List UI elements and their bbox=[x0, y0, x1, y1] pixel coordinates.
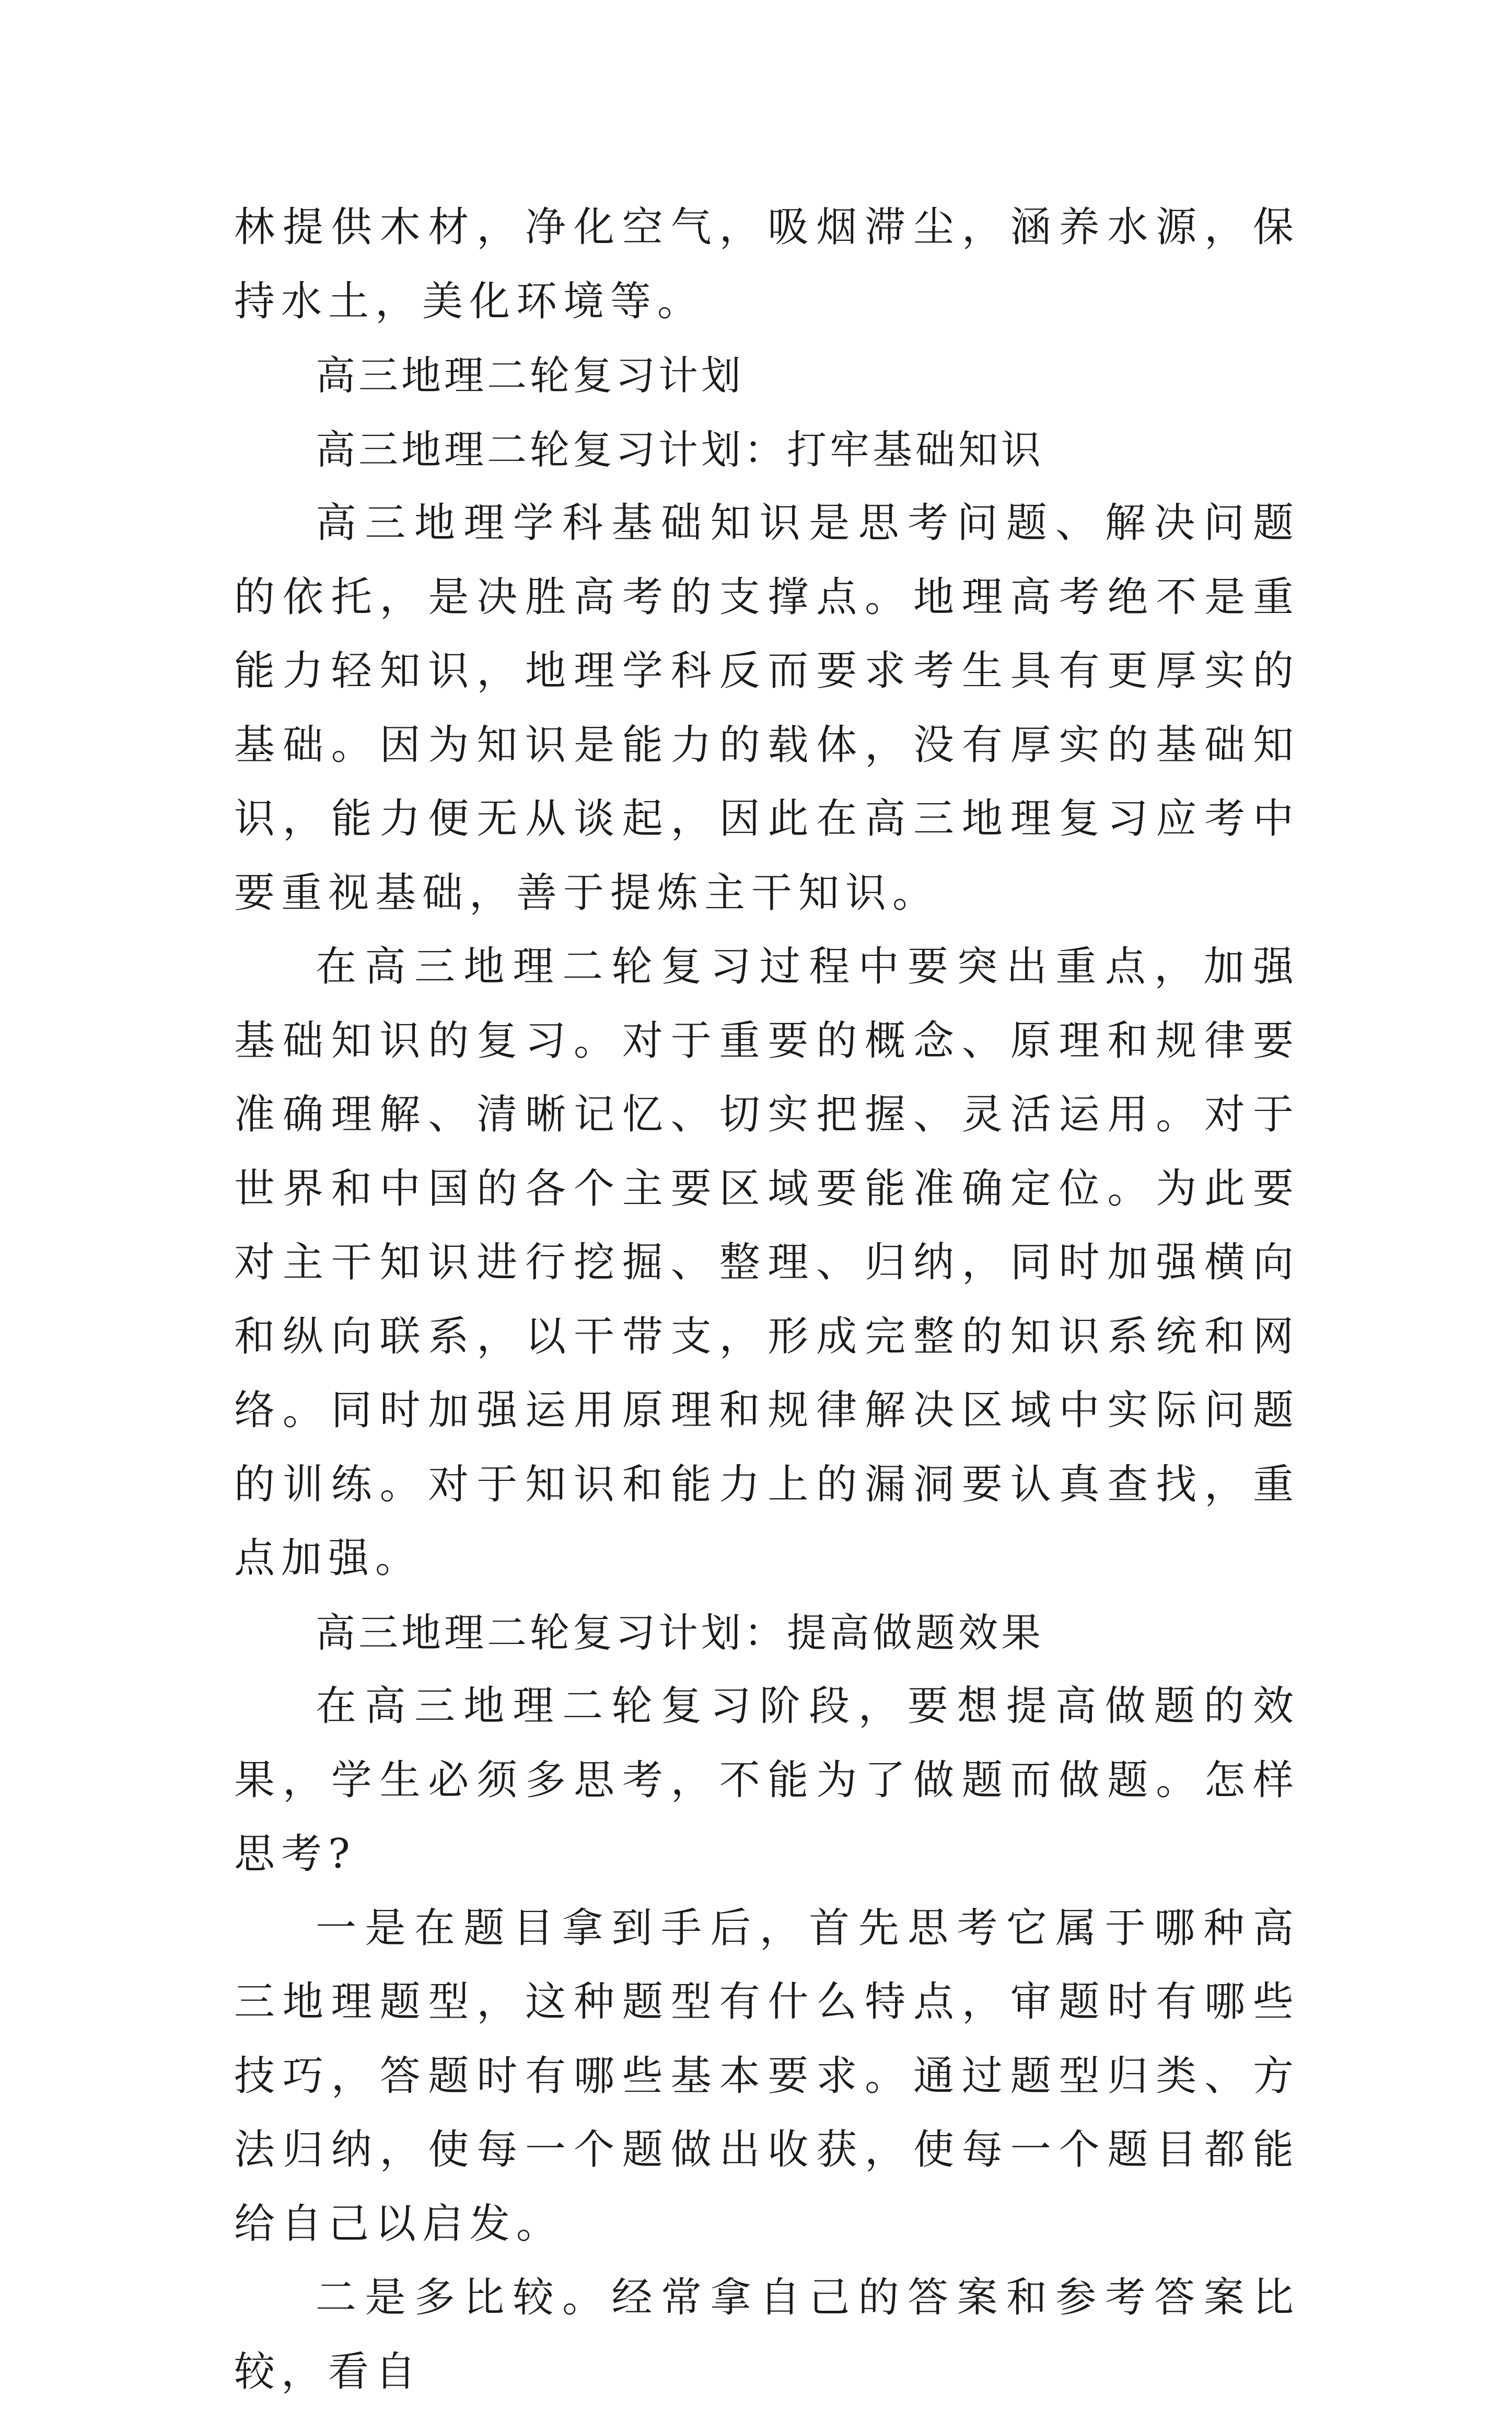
document-body bbox=[234, 191, 1300, 2409]
paragraph-practice-intro: 在高三地理二轮复习阶段，要想提高做题的效果，学生必须多思考，不能为了做题而做题。怎样思考? bbox=[234, 1683, 1300, 1878]
paragraph-practice-first: 一是在题目拿到手后，首先思考它属于哪种高三地理题型，这种题型有什么特点，审题时有哪些技巧，答题时有哪些基本要求。通过题型归类、方法归纳，使每一个题做出收获，使每一个题目都能给自己以启发。 bbox=[234, 1904, 1300, 2248]
paragraph-foundation-review: 在高三地理二轮复习过程中要突出重点，加强基础知识的复习。对于重要的概念、原理和规律要准确理解、清晰记忆、切实把握、灵活运用。对于世界和中国的各个主要区域要能准确定位。为此要对主干知识进行挖掘、整理、归纳，同时加强横向和纵向联系，以干带支，形成完整的知识系统和网络。同时加强运用原理和规律解决区域中实际问题的训练。对于知识和能力上的漏洞要认真查找，重点加强。 bbox=[234, 943, 1300, 1582]
section-heading-practice: 高三地理二轮复习计划：提高做题效果 bbox=[316, 1609, 1044, 1656]
paragraph-continued: 林提供木材，净化空气，吸烟滞尘，涵养水源，保持水土，美化环境等。 bbox=[234, 204, 1300, 325]
paragraph-foundation-intro: 高三地理学科基础知识是思考问题、解决问题的依托，是决胜高考的支撑点。地理高考绝不是重能力轻知识，地理学科反而要求考生具有更厚实的基础。因为知识是能力的载体，没有厚实的基础知识，能力便无从谈起，因此在高三地理复习应考中要重视基础，善于提炼主干知识。 bbox=[234, 500, 1300, 917]
section-heading-main: 高三地理二轮复习计划 bbox=[316, 352, 744, 399]
section-heading-foundation: 高三地理二轮复习计划：打牢基础知识 bbox=[316, 426, 1044, 473]
paragraph-practice-second: 二是多比较。经常拿自己的答案和参考答案比较，看自 bbox=[234, 2274, 1300, 2395]
